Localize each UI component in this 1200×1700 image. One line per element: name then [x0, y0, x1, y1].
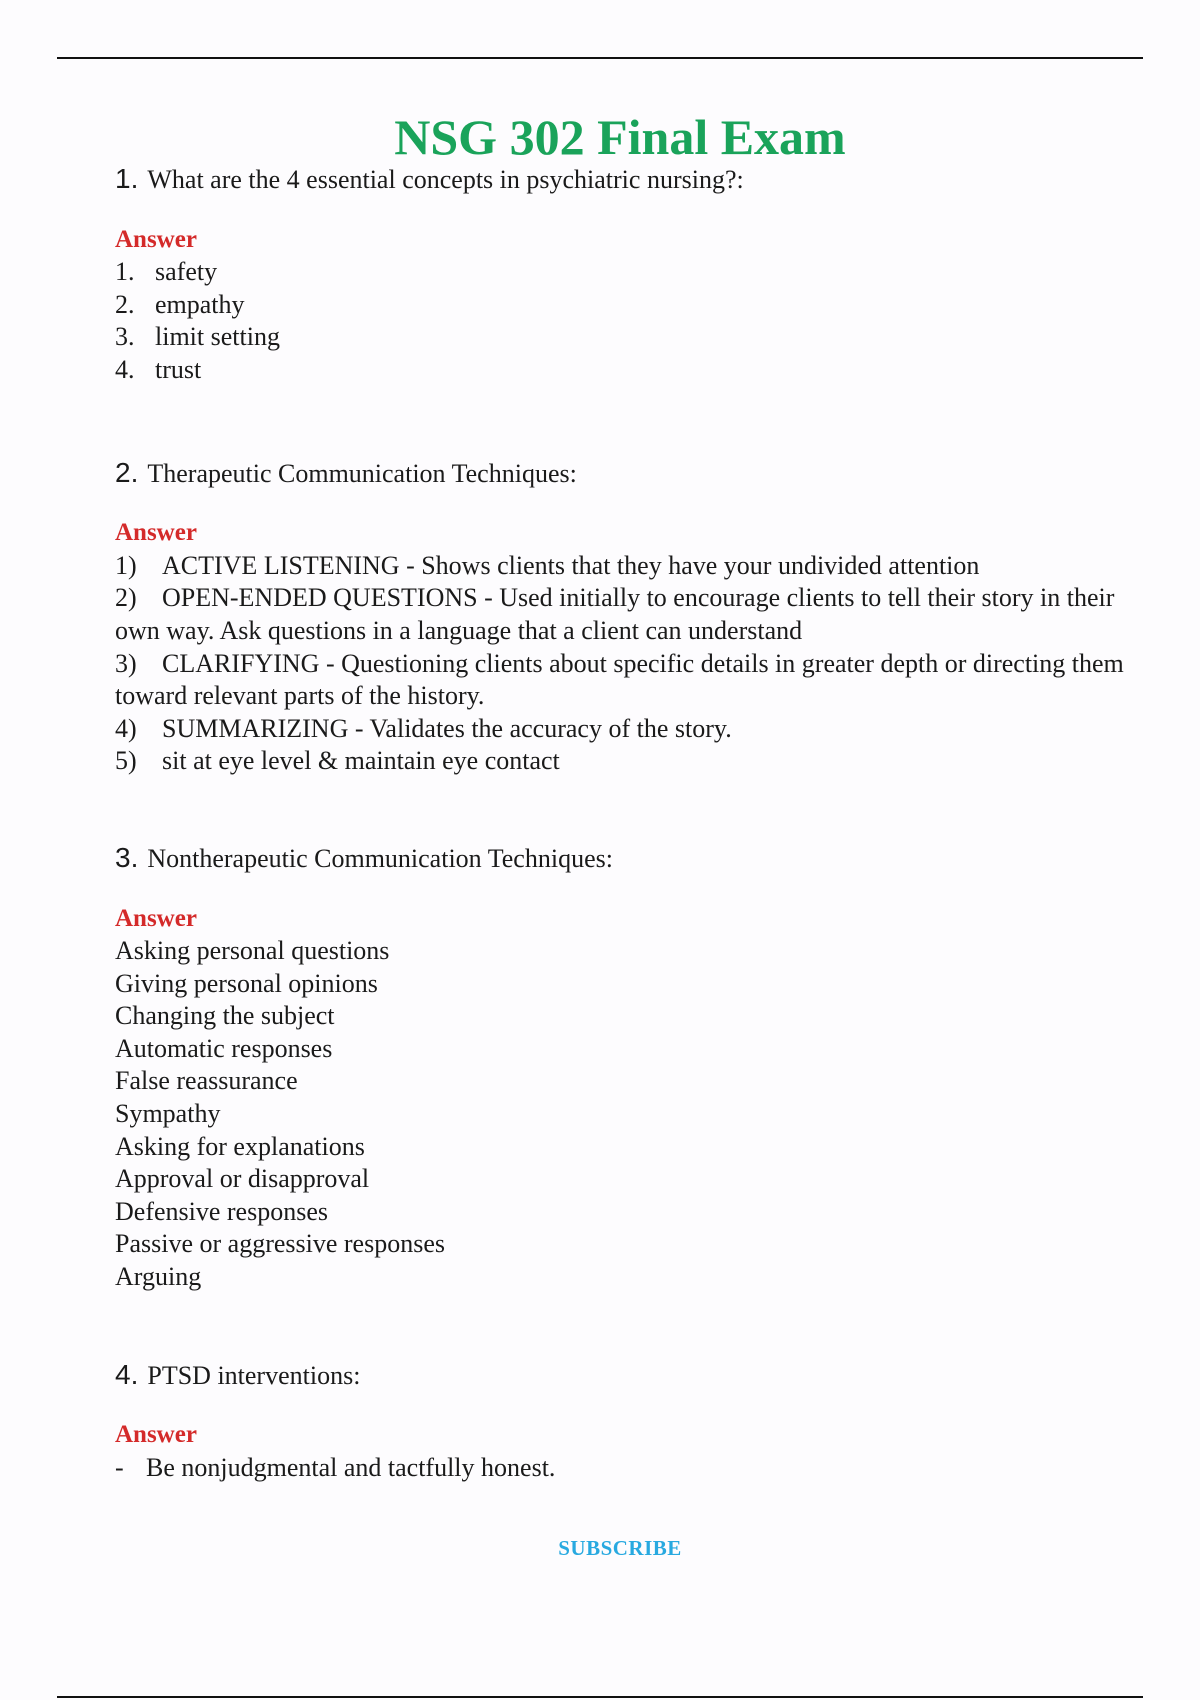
question-text: Nontherapeutic Communication Techniques:	[147, 843, 613, 873]
question-4	[115, 1359, 1125, 1393]
answer-list	[115, 550, 1125, 778]
list-item	[115, 321, 1125, 354]
list-marker: -	[115, 1452, 124, 1482]
question-1	[115, 163, 1125, 197]
answer-label: Answer	[115, 225, 197, 253]
document-body	[115, 163, 1125, 1484]
list-marker: 4.	[115, 354, 135, 384]
list-item-text: limit setting	[155, 322, 280, 352]
answer-list	[115, 256, 1125, 386]
list-marker: 4)	[115, 713, 137, 743]
list-marker: 1.	[115, 257, 135, 287]
list-item: Giving personal opinions	[115, 968, 378, 998]
list-item	[115, 354, 1125, 387]
list-item-text: empathy	[155, 289, 245, 319]
question-block-4	[115, 1359, 1125, 1485]
bottom-rule	[57, 1696, 1143, 1698]
list-item-text: CLARIFYING - Questioning clients about specific details in greater depth or directing them toward relevant parts of the history.	[115, 648, 1124, 711]
question-number: 4.	[115, 1358, 139, 1390]
question-2	[115, 457, 1125, 491]
list-item: Defensive responses	[115, 1196, 328, 1226]
list-item: Asking personal questions	[115, 936, 390, 966]
question-text: PTSD interventions:	[147, 1360, 361, 1390]
question-number: 2.	[115, 456, 139, 488]
list-item	[115, 256, 1125, 289]
list-marker: 2)	[115, 583, 137, 613]
question-text: What are the 4 essential concepts in psychiatric nursing?:	[147, 165, 744, 194]
question-text: Therapeutic Communication Techniques:	[147, 458, 577, 488]
answer-label: Answer	[115, 904, 197, 932]
list-item	[115, 550, 1125, 583]
question-block-3	[115, 842, 1125, 1294]
list-item: Changing the subject	[115, 1001, 335, 1031]
list-marker: 2.	[115, 289, 135, 319]
list-item: Arguing	[115, 1262, 202, 1292]
page-title: NSG 302 Final Exam	[394, 108, 846, 165]
answer-list	[115, 935, 1125, 1294]
question-3	[115, 842, 1125, 876]
list-item-text: SUMMARIZING - Validates the accuracy of the story.	[162, 713, 732, 743]
list-item: Approval or disapproval	[115, 1164, 370, 1194]
list-marker: 3)	[115, 648, 137, 678]
list-item: False reassurance	[115, 1066, 298, 1096]
list-marker: 3.	[115, 322, 135, 352]
question-number: 3.	[115, 841, 139, 873]
list-item-text: Be nonjudgmental and tactfully honest.	[146, 1452, 556, 1482]
list-item	[115, 289, 1125, 322]
list-marker: 1)	[115, 550, 137, 580]
list-item	[115, 745, 1125, 778]
question-block-1	[115, 163, 1125, 387]
answer-label: Answer	[115, 519, 197, 547]
list-item: Asking for explanations	[115, 1131, 365, 1161]
question-number: 1.	[115, 163, 139, 194]
list-item-text: safety	[155, 257, 218, 287]
list-item: Sympathy	[115, 1099, 221, 1129]
list-item: Passive or aggressive responses	[115, 1229, 445, 1259]
list-item	[115, 582, 1125, 647]
list-marker: 5)	[115, 746, 137, 776]
list-item: Automatic responses	[115, 1033, 333, 1063]
top-rule	[57, 57, 1143, 59]
question-block-2	[115, 457, 1125, 778]
list-item	[115, 713, 1125, 746]
list-item-text: sit at eye level & maintain eye contact	[162, 746, 560, 776]
list-item-text: ACTIVE LISTENING - Shows clients that they have your undivided attention	[162, 550, 980, 580]
list-item	[115, 1452, 1125, 1485]
list-item-text: trust	[155, 354, 202, 384]
subscribe-link[interactable]: SUBSCRIBE	[558, 1536, 682, 1560]
list-item	[115, 648, 1125, 713]
answer-label: Answer	[115, 1421, 197, 1449]
list-item-text: OPEN-ENDED QUESTIONS - Used initially to encourage clients to tell their story in their own way. Ask questions in a language that a client can understand	[115, 583, 1115, 645]
answer-list	[115, 1452, 1125, 1485]
